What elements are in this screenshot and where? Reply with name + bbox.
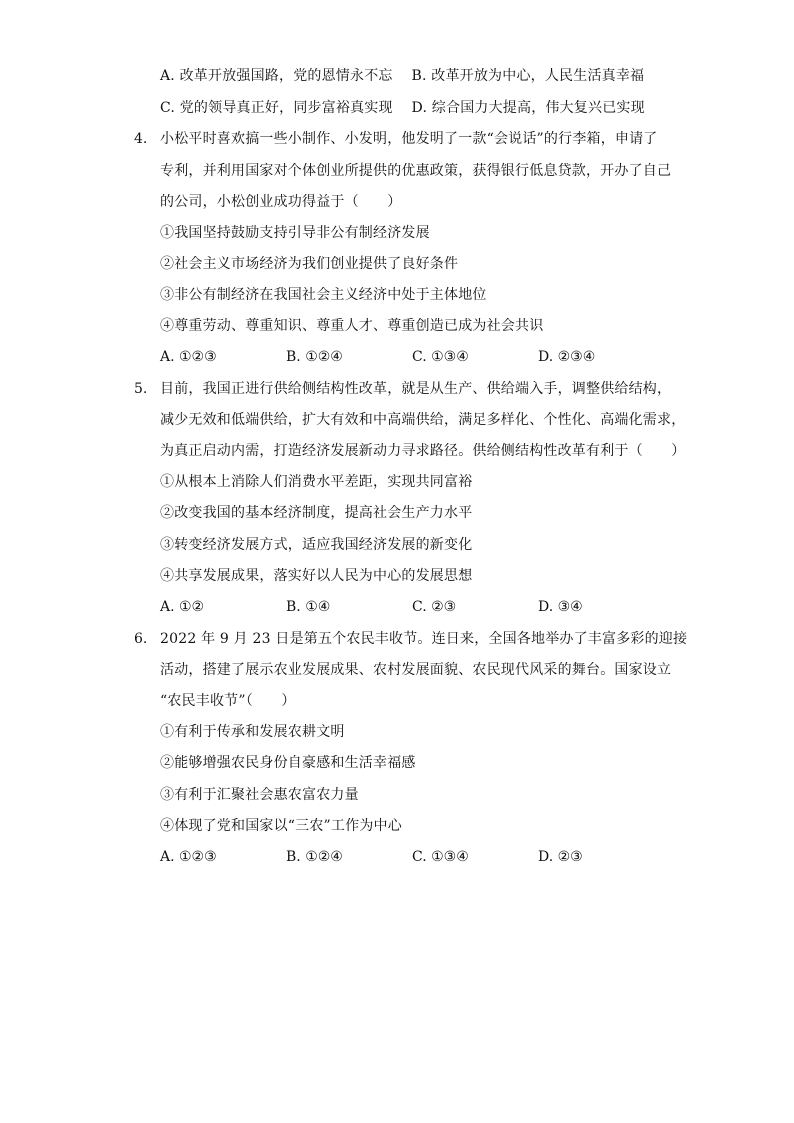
q4-option-c[interactable]: C. ①③④ — [412, 349, 469, 365]
q5-stem-line-1: 目前，我国正进行供给侧结构性改革，就是从生产、供给端入手，调整供给结构， — [160, 381, 672, 397]
q6-item-3: ③有利于汇聚社会惠农富农力量 — [160, 787, 359, 803]
q4-item-1: ①我国坚持鼓励支持引导非公有制经济发展 — [160, 225, 430, 241]
q5-option-a[interactable]: A. ①② — [160, 599, 205, 615]
q6-stem-line-2: 活动，搭建了展示农业发展成果、农村发展面貌、农民现代风采的舞台。国家设立 — [160, 662, 672, 678]
q5-option-c[interactable]: C. ②③ — [412, 599, 457, 615]
q6-stem-line-1: 2022 年 9 月 23 日是第五个农民丰收节。连日来，全国各地举办了丰富多彩的迎接 — [160, 631, 688, 647]
q4-stem-line-1: 小松平时喜欢搞一些小制作、小发明，他发明了一款“会说话”的行李箱，申请了 — [160, 131, 658, 147]
q4-item-2: ②社会主义市场经济为我们创业提供了良好条件 — [160, 256, 459, 272]
q3-options-row-1: A. 改革开放强国路，党的恩情永不忘 B. 改革开放为中心，人民生活真幸福 — [160, 68, 645, 84]
q5-item-2: ②改变我国的基本经济制度，提高社会生产力水平 — [160, 505, 473, 521]
q4-item-4: ④尊重劳动、尊重知识、尊重人才、尊重创造已成为社会共识 — [160, 318, 544, 334]
q5-option-b[interactable]: B. ①④ — [286, 599, 331, 615]
q6-option-b[interactable]: B. ①②④ — [286, 849, 343, 865]
q6-option-a[interactable]: A. ①②③ — [160, 849, 217, 865]
q5-stem-line-2: 减少无效和低端供给，扩大有效和中高端供给，满足多样化、个性化、高端化需求， — [160, 412, 686, 428]
q3-options-row-2: C. 党的领导真正好，同步富裕真实现 D. 综合国力大提高，伟大复兴已实现 — [160, 100, 645, 116]
q5-stem-line-3: 为真正启动内需，打造经济发展新动力寻求路径。供给侧结构性改革有利于（ ） — [160, 443, 686, 459]
q4-option-a[interactable]: A. ①②③ — [160, 349, 217, 365]
q4-stem-line-2: 专利，并利用国家对个体创业所提供的优惠政策，获得银行低息贷款，开办了自己 — [160, 163, 672, 179]
q6-stem-line-3: “农民丰收节”（ ） — [160, 693, 296, 709]
q6-item-1: ①有利于传承和发展农耕文明 — [160, 724, 345, 740]
q4-option-d[interactable]: D. ②③④ — [538, 349, 596, 365]
q5-number: 5. — [134, 381, 148, 397]
q5-item-1: ①从根本上消除人们消费水平差距，实现共同富裕 — [160, 474, 473, 490]
q5-option-d[interactable]: D. ③④ — [538, 599, 583, 615]
q4-option-b[interactable]: B. ①②④ — [286, 349, 343, 365]
q6-option-c[interactable]: C. ①③④ — [412, 849, 469, 865]
q5-item-4: ④共享发展成果，落实好以人民为中心的发展思想 — [160, 568, 473, 584]
q4-item-3: ③非公有制经济在我国社会主义经济中处于主体地位 — [160, 287, 487, 303]
q6-number: 6. — [134, 631, 148, 647]
q6-item-4: ④体现了党和国家以“三农”工作为中心 — [160, 818, 402, 834]
q5-item-3: ③转变经济发展方式，适应我国经济发展的新变化 — [160, 537, 473, 553]
q4-stem-line-3: 的公司，小松创业成功得益于（ ） — [160, 194, 402, 210]
q6-item-2: ②能够增强农民身份自豪感和生活幸福感 — [160, 755, 416, 771]
q6-option-d[interactable]: D. ②③ — [538, 849, 583, 865]
q4-number: 4. — [134, 131, 148, 147]
